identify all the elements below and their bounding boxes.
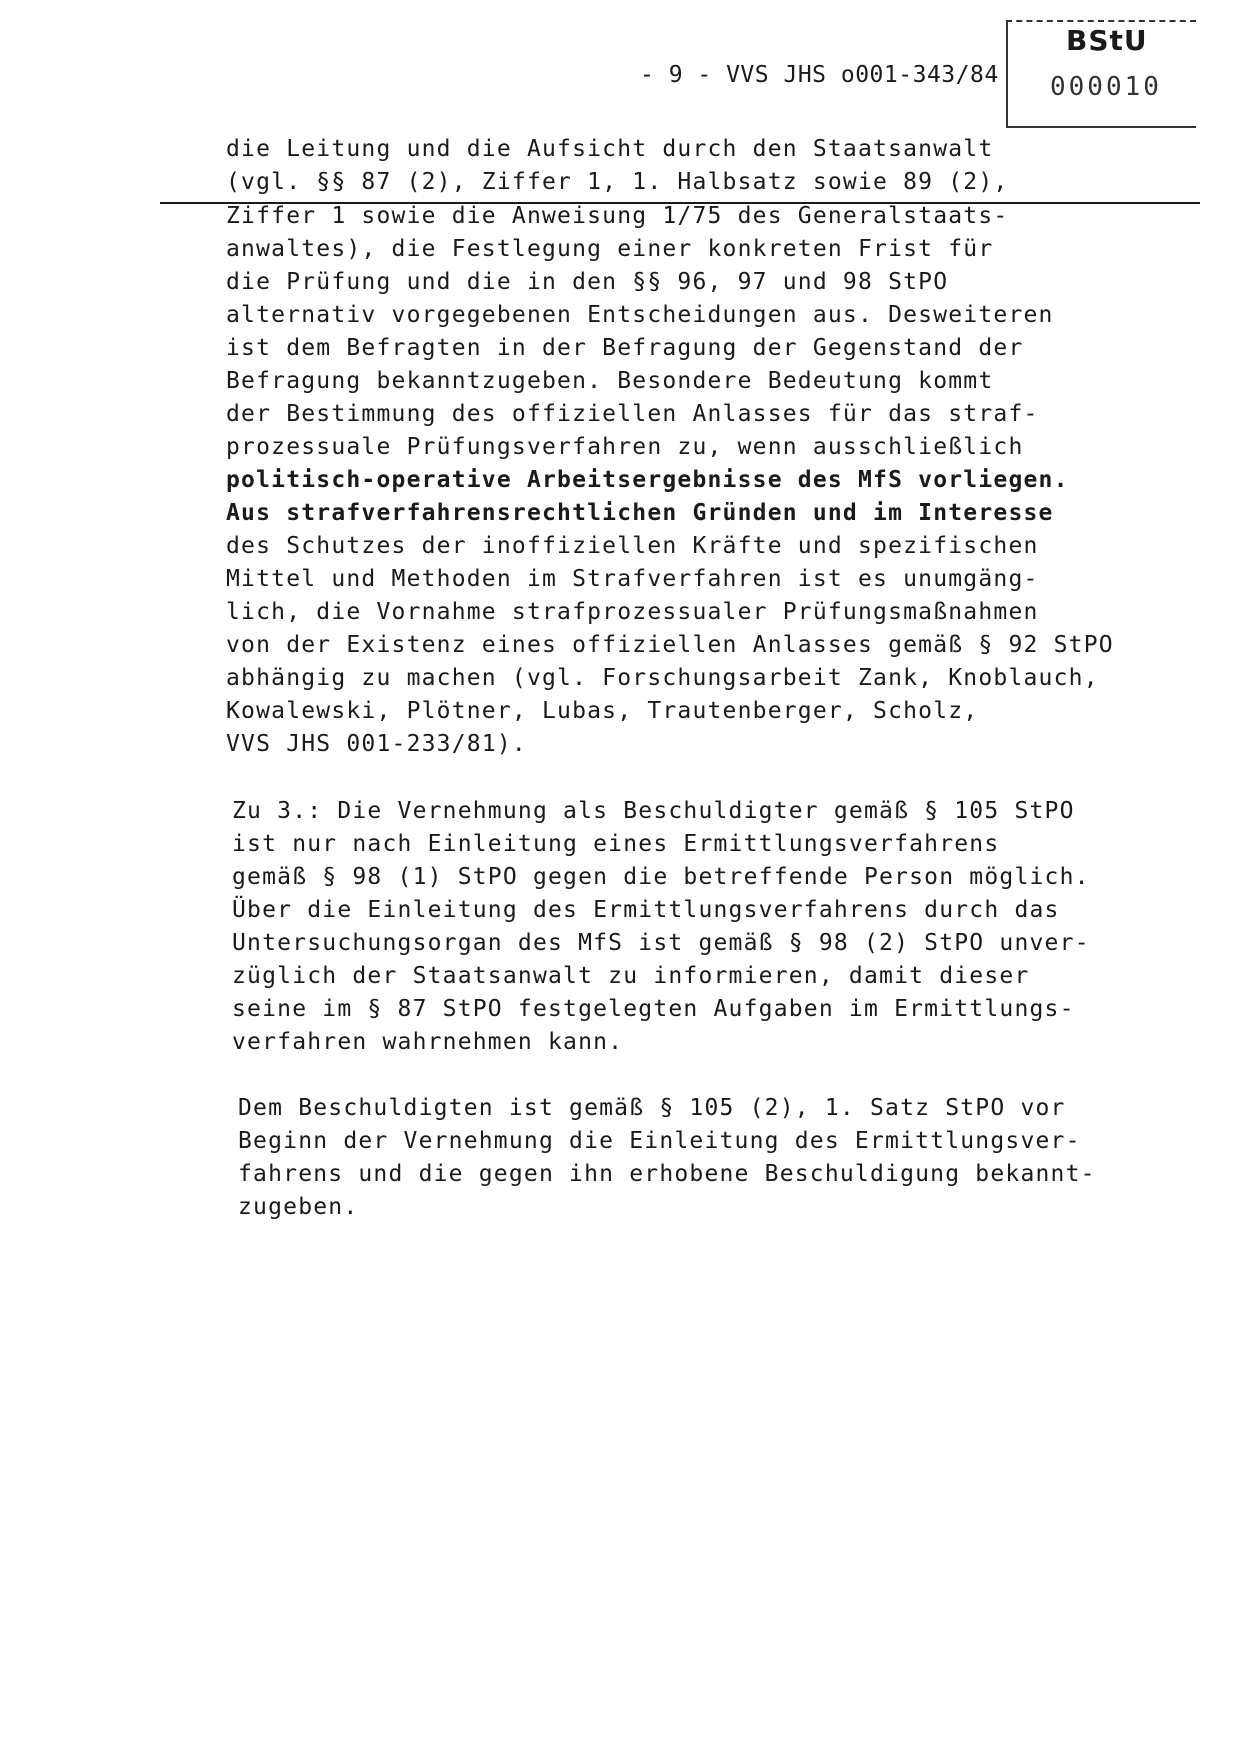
paragraph3-line: zugeben. <box>238 1194 359 1220</box>
paragraph1-line: der Bestimmung des offiziellen Anlasses für das straf- <box>226 401 1039 427</box>
stamp-bottom-border <box>1006 126 1196 128</box>
paragraph1-line: Mittel und Methoden im Strafverfahren ist es unumgäng- <box>226 566 1039 592</box>
paragraph1-line: alternativ vorgegebenen Entscheidungen aus. Desweiteren <box>226 302 1054 328</box>
paragraph2-line: Untersuchungsorgan des MfS ist gemäß § 98 (2) StPO unver- <box>232 930 1090 956</box>
stamp-left-border <box>1006 20 1008 128</box>
paragraph1-line: ist dem Befragten in der Befragung der Gegenstand der <box>226 335 1024 361</box>
paragraph3-line: Beginn der Vernehmung die Einleitung des Ermittlungsver- <box>238 1128 1081 1154</box>
paragraph2-line: züglich der Staatsanwalt zu informieren, damit dieser <box>232 963 1030 989</box>
paragraph1-line: Aus strafverfahrensrechtlichen Gründen und im Interesse <box>226 500 1054 526</box>
paragraph1-line: lich, die Vornahme strafprozessualer Prüfungsmaßnahmen <box>226 599 1039 625</box>
paragraph3-line: fahrens und die gegen ihn erhobene Beschuldigung bekannt- <box>238 1161 1096 1187</box>
paragraph1-line: Ziffer 1 sowie die Anweisung 1/75 des Generalstaats- <box>226 203 1009 229</box>
paragraph1-line: abhängig zu machen (vgl. Forschungsarbeit Zank, Knoblauch, <box>226 665 1099 691</box>
paragraph1-line: prozessuale Prüfungsverfahren zu, wenn ausschließlich <box>226 434 1024 460</box>
paragraph2-line: ist nur nach Einleitung eines Ermittlungsverfahrens <box>232 831 1000 857</box>
paragraph1-line-struck: (vgl. §§ 87 (2), Ziffer 1, 1. Halbsatz sowie 89 (2), <box>226 169 1009 195</box>
paragraph1-line: VVS JHS 001-233/81). <box>226 731 527 757</box>
paragraph1-line: des Schutzes der inoffiziellen Kräfte und spezifischen <box>226 533 1039 559</box>
paragraph2-line: Über die Einleitung des Ermittlungsverfahrens durch das <box>232 897 1060 923</box>
paragraph1-line: von der Existenz eines offiziellen Anlasses gemäß § 92 StPO <box>226 632 1114 658</box>
paragraph1-line: die Prüfung und die in den §§ 96, 97 und 98 StPO <box>226 269 949 295</box>
stamp-number: 000010 <box>1050 72 1162 102</box>
paragraph1-line: die Leitung und die Aufsicht durch den Staatsanwalt <box>226 136 994 162</box>
paragraph1-line: politisch-operative Arbeitsergebnisse des MfS vorliegen. <box>226 467 1069 493</box>
paragraph1-line: Kowalewski, Plötner, Lubas, Trautenberger, Scholz, <box>226 698 979 724</box>
paragraph1-line: anwaltes), die Festlegung einer konkreten Frist für <box>226 236 994 262</box>
stamp-title: BStU <box>1066 24 1148 57</box>
paragraph2-line: gemäß § 98 (1) StPO gegen die betreffende Person möglich. <box>232 864 1090 890</box>
paragraph1-line: Befragung bekanntzugeben. Besondere Bedeutung kommt <box>226 368 994 394</box>
stamp-top-border <box>1006 20 1196 22</box>
paragraph2-line: verfahren wahrnehmen kann. <box>232 1029 624 1055</box>
paragraph2-line: Zu 3.: Die Vernehmung als Beschuldigter gemäß § 105 StPO <box>232 798 1075 824</box>
page-reference: - 9 - VVS JHS o001-343/84 <box>640 62 999 88</box>
paragraph3-line: Dem Beschuldigten ist gemäß § 105 (2), 1. Satz StPO vor <box>238 1095 1066 1121</box>
archive-stamp <box>1006 20 1196 128</box>
paragraph2-line: seine im § 87 StPO festgelegten Aufgaben im Ermittlungs- <box>232 996 1075 1022</box>
